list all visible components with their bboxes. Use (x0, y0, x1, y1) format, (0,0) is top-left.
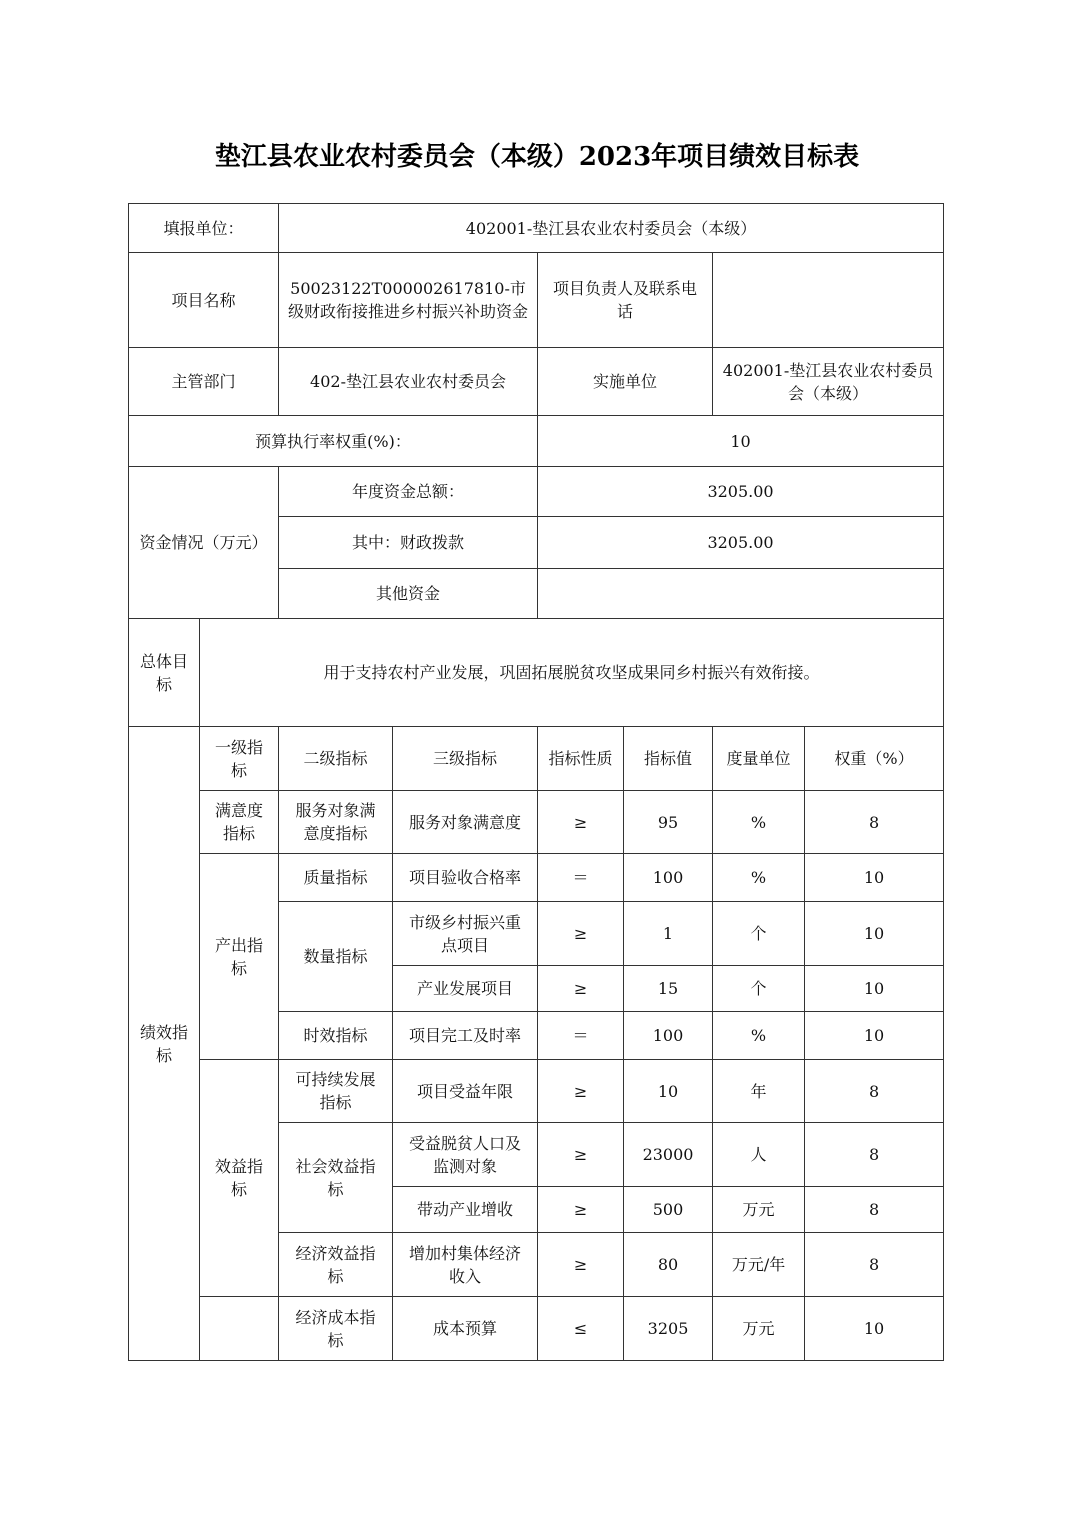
level2-timeliness: 时效指标 (279, 1012, 393, 1060)
performance-target-table (128, 203, 944, 1361)
weight-cell: 10 (805, 1012, 944, 1060)
funds-other-label: 其他资金 (279, 569, 538, 619)
value-cell: 100 (624, 854, 713, 902)
level2-social: 社会效益指标 (279, 1123, 393, 1233)
funds-fiscal-label: 其中：财政拨款 (279, 517, 538, 569)
project-name-value: 50023122T000002617810-市级财政衔接推进乡村振兴补助资金 (279, 253, 538, 348)
funds-total-value: 3205.00 (538, 467, 944, 517)
level3-cell: 项目完工及时率 (393, 1012, 538, 1060)
contact-label: 项目负责人及联系电话 (538, 253, 713, 348)
weight-cell: 8 (805, 1123, 944, 1187)
header-level3: 三级指标 (393, 727, 538, 791)
header-unit: 度量单位 (713, 727, 805, 791)
value-cell: 100 (624, 1012, 713, 1060)
dept-value: 402-垫江县农业农村委员会 (279, 348, 538, 416)
budget-weight-value: 10 (538, 416, 944, 467)
unit-cell: 万元 (713, 1297, 805, 1361)
weight-cell: 8 (805, 1187, 944, 1233)
value-cell: 500 (624, 1187, 713, 1233)
unit-cell: 年 (713, 1060, 805, 1123)
table-row (129, 1060, 944, 1123)
value-cell: 15 (624, 966, 713, 1012)
value-cell: 80 (624, 1233, 713, 1297)
nature-cell: ≥ (538, 1187, 624, 1233)
weight-cell: 10 (805, 854, 944, 902)
value-cell: 23000 (624, 1123, 713, 1187)
unit-cell: 万元 (713, 1187, 805, 1233)
unit-value: 402001-垫江县农业农村委员会（本级） (279, 204, 944, 253)
weight-cell: 10 (805, 902, 944, 966)
header-weight: 权重（%） (805, 727, 944, 791)
nature-cell: ≥ (538, 1233, 624, 1297)
table-row (129, 1297, 944, 1361)
nature-cell: ＝ (538, 1012, 624, 1060)
page-title: 垫江县农业农村委员会（本级）2023年项目绩效目标表 (214, 142, 860, 172)
weight-cell: 8 (805, 1060, 944, 1123)
project-name-label: 项目名称 (129, 253, 279, 348)
level1-cost (200, 1297, 279, 1361)
funds-other-value (538, 569, 944, 619)
funds-label: 资金情况（万元） (129, 467, 279, 619)
level2-economic: 经济效益指标 (279, 1233, 393, 1297)
header-value: 指标值 (624, 727, 713, 791)
impl-value: 402001-垫江县农业农村委员会（本级） (713, 348, 944, 416)
level2-quality: 质量指标 (279, 854, 393, 902)
unit-cell: % (713, 1012, 805, 1060)
table-row (129, 791, 944, 854)
level3-cell: 项目验收合格率 (393, 854, 538, 902)
level1-benefit: 效益指标 (200, 1060, 279, 1297)
header-level2: 二级指标 (279, 727, 393, 791)
table-row (129, 854, 944, 902)
unit-cell: % (713, 791, 805, 854)
level2-sustainable: 可持续发展指标 (279, 1060, 393, 1123)
nature-cell: ≥ (538, 791, 624, 854)
unit-cell: 个 (713, 902, 805, 966)
goal-text: 用于支持农村产业发展，巩固拓展脱贫攻坚成果同乡村振兴有效衔接。 (200, 619, 944, 727)
indicators-section-label: 绩效指标 (129, 727, 200, 1361)
level1-output: 产出指标 (200, 854, 279, 1060)
value-cell: 10 (624, 1060, 713, 1123)
nature-cell: ≥ (538, 902, 624, 966)
header-level1: 一级指标 (200, 727, 279, 791)
level3-cell: 市级乡村振兴重点项目 (393, 902, 538, 966)
nature-cell: ≥ (538, 966, 624, 1012)
funds-total-label: 年度资金总额： (279, 467, 538, 517)
level3-cell: 增加村集体经济收入 (393, 1233, 538, 1297)
level3-cell: 受益脱贫人口及监测对象 (393, 1123, 538, 1187)
value-cell: 1 (624, 902, 713, 966)
value-cell: 95 (624, 791, 713, 854)
level1-satisfaction: 满意度指标 (200, 791, 279, 854)
nature-cell: ≤ (538, 1297, 624, 1361)
level2-quantity: 数量指标 (279, 902, 393, 1012)
budget-weight-label: 预算执行率权重(%)： (129, 416, 538, 467)
level3-cell: 服务对象满意度 (393, 791, 538, 854)
nature-cell: ≥ (538, 1060, 624, 1123)
weight-cell: 10 (805, 966, 944, 1012)
level3-cell: 项目受益年限 (393, 1060, 538, 1123)
unit-cell: 万元/年 (713, 1233, 805, 1297)
contact-value (713, 253, 944, 348)
unit-cell: 人 (713, 1123, 805, 1187)
weight-cell: 8 (805, 791, 944, 854)
unit-cell: 个 (713, 966, 805, 1012)
weight-cell: 10 (805, 1297, 944, 1361)
level3-cell: 产业发展项目 (393, 966, 538, 1012)
impl-label: 实施单位 (538, 348, 713, 416)
unit-cell: % (713, 854, 805, 902)
level3-cell: 成本预算 (393, 1297, 538, 1361)
funds-fiscal-value: 3205.00 (538, 517, 944, 569)
nature-cell: ＝ (538, 854, 624, 902)
goal-label: 总体目标 (129, 619, 200, 727)
dept-label: 主管部门 (129, 348, 279, 416)
header-nature: 指标性质 (538, 727, 624, 791)
level3-cell: 带动产业增收 (393, 1187, 538, 1233)
level2-econ-cost: 经济成本指标 (279, 1297, 393, 1361)
unit-label: 填报单位： (129, 204, 279, 253)
value-cell: 3205 (624, 1297, 713, 1361)
weight-cell: 8 (805, 1233, 944, 1297)
nature-cell: ≥ (538, 1123, 624, 1187)
level2-service: 服务对象满意度指标 (279, 791, 393, 854)
